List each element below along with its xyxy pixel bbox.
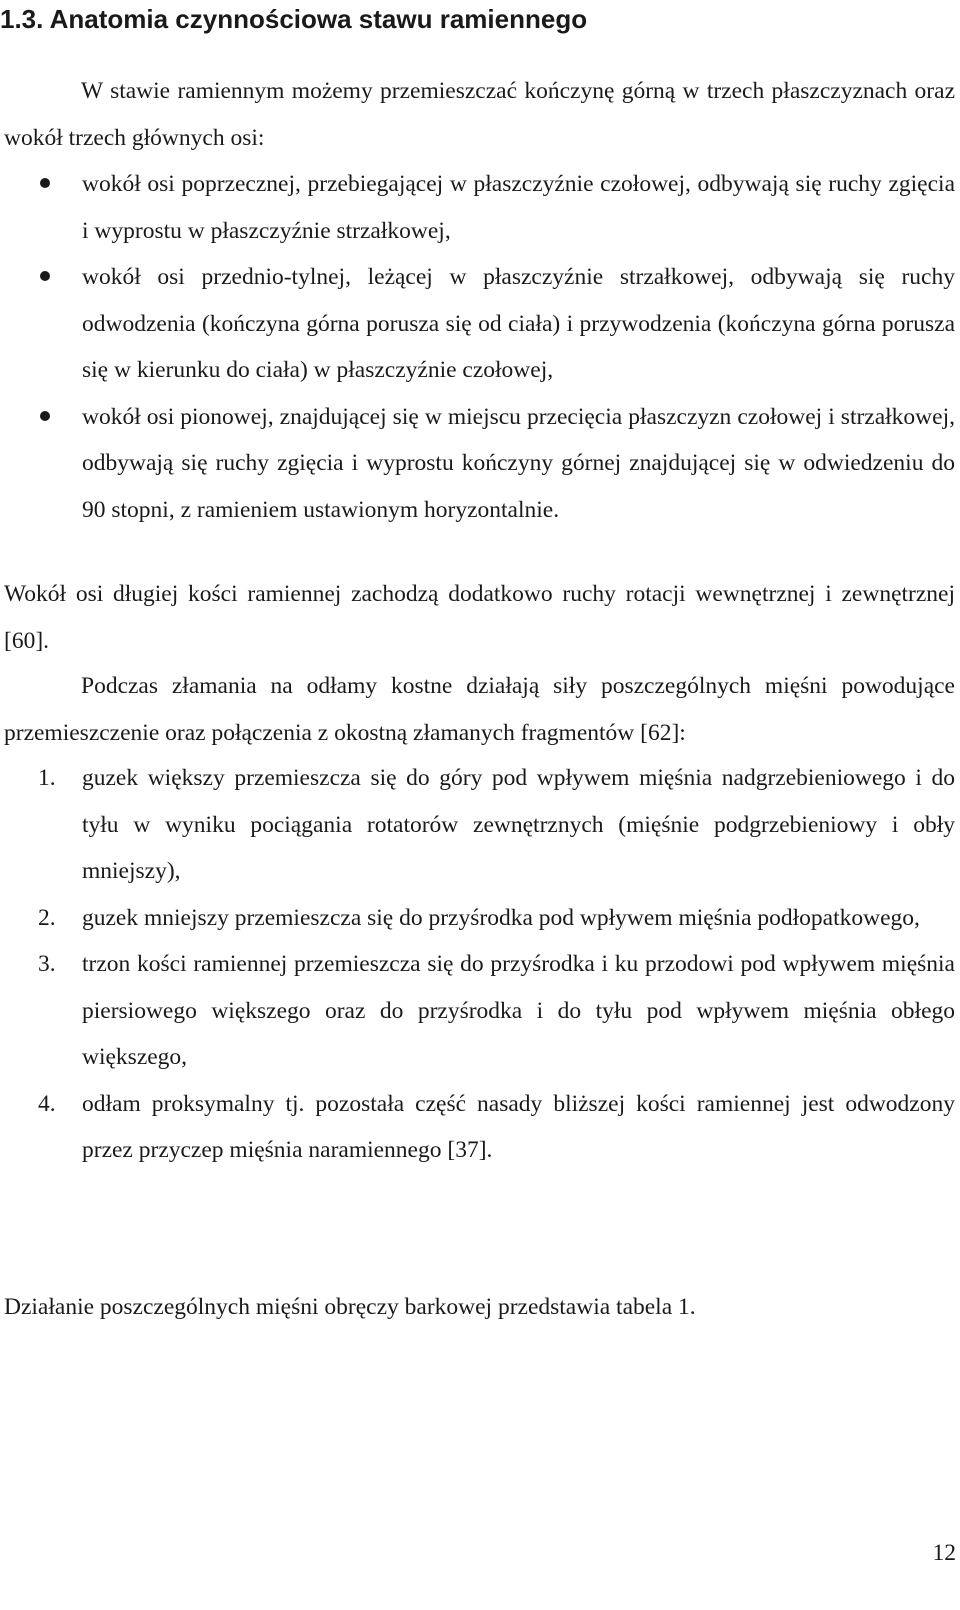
item-number: 1. xyxy=(38,765,56,791)
fracture-numbered-list xyxy=(0,755,955,1174)
bullet-icon xyxy=(40,411,50,421)
item-text: guzek mniejszy przemieszcza się do przyśrodka pod wpływem mięśnia podłopatkowego, xyxy=(82,904,920,931)
axes-bullet-list xyxy=(0,161,955,533)
item-text: trzon kości ramiennej przemieszcza się do przyśrodka i ku przodowi pod wpływem mięśnia piersiowego większego oraz do przyśrodka i do tyłu pod wpływem mięśnia obłego większego, xyxy=(82,951,955,1070)
bullet-text: wokół osi poprzecznej, przebiegającej w płaszczyźnie czołowej, odbywają się ruchy zgięcia i wyprostu w płaszczyźnie strzałkowej, xyxy=(82,171,955,244)
item-number: 3. xyxy=(38,951,56,977)
fracture-paragraph: Podczas złamania na odłamy kostne działają siły poszczególnych mięśni powodujące przemieszczenie oraz połączenia z okostną złamanych fragmentów [62]: xyxy=(4,673,955,746)
bullet-icon xyxy=(40,271,50,281)
bullet-item-sagittal-axis xyxy=(0,254,955,394)
page-number: 12 xyxy=(932,1540,956,1566)
bullet-item-transverse-axis xyxy=(0,161,955,254)
item-number: 4. xyxy=(38,1090,56,1117)
item-text: guzek większy przemieszcza się do góry pod wpływem mięśnia nadgrzebieniowego i do tyłu w wyniku pociągania rotatorów zewnętrznych (mięśnie podgrzebieniowy i obły mniejszy), xyxy=(82,765,955,884)
numbered-item-2 xyxy=(0,895,955,942)
numbered-item-4 xyxy=(0,1081,955,1174)
numbered-item-3 xyxy=(0,941,955,1081)
bullet-text: wokół osi przednio-tylnej, leżącej w płaszczyźnie strzałkowej, odbywają się ruchy odwodzenia (kończyna górna porusza się od ciała) i przywodzenia (kończyna górna porusza się w kierunku do ciała) w płaszczyźnie czołowej, xyxy=(82,264,955,383)
bullet-icon xyxy=(40,178,50,188)
item-text: odłam proksymalny tj. pozostała część nasady bliższej kości ramiennej jest odwodzony przez przyczep mięśnia naramiennego [37]. xyxy=(82,1090,955,1163)
intro-paragraph: W stawie ramiennym możemy przemieszczać kończynę górną w trzech płaszczyznach oraz wokół trzech głównych osi: xyxy=(4,78,955,151)
rotation-paragraph: Wokół osi długiej kości ramiennej zachodzą dodatkowo ruchy rotacji wewnętrznej i zewnętrznej [60]. xyxy=(4,581,955,654)
item-number: 2. xyxy=(38,904,56,931)
bullet-text: wokół osi pionowej, znajdującej się w miejscu przecięcia płaszczyzn czołowej i strzałkowej, odbywają się ruchy zgięcia i wyprostu kończyny górnej znajdującej się w odwiedzeniu do 90 stopni, z ramieniem ustawionym horyzontalnie. xyxy=(82,403,955,523)
numbered-item-1 xyxy=(0,755,955,895)
closing-paragraph: Działanie poszczególnych mięśni obręczy barkowej przedstawia tabela 1. xyxy=(4,1294,696,1320)
bullet-item-vertical-axis xyxy=(0,394,955,534)
section-heading: 1.3. Anatomia czynnościowa stawu ramiennego xyxy=(0,4,588,34)
